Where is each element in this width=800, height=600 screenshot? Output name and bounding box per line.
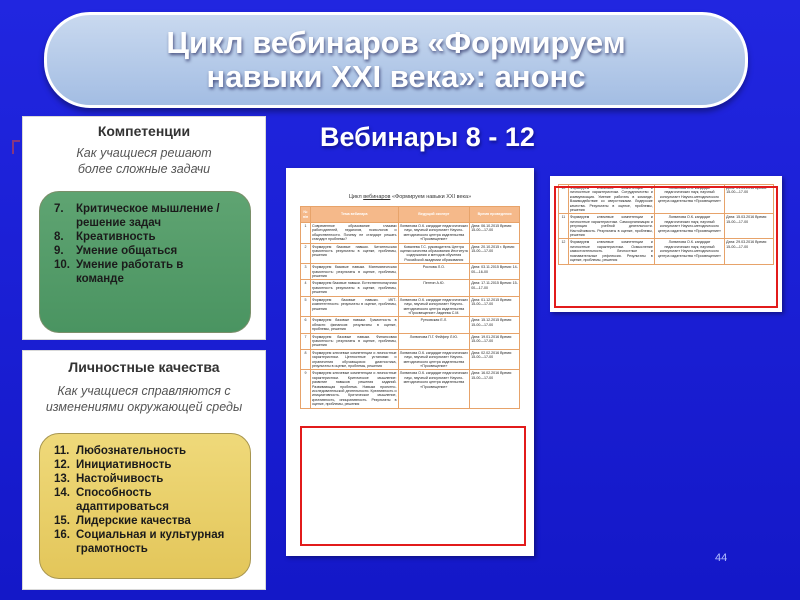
- table-cell: Формируем ключевые компетенции и личностные характеристики. Ценностные установки и ограничения обучающихся: диагностика, результаты в оценке, проблемы, решения: [311, 350, 397, 368]
- table-row: [301, 349, 520, 370]
- item-label: Лидерские качества: [76, 515, 191, 527]
- competencies-item: [54, 244, 240, 258]
- qualities-item: [54, 528, 240, 556]
- item-label: Способность адаптироваться: [76, 487, 169, 513]
- item-label: Любознательность: [76, 445, 187, 457]
- table-cell: Дата: 15.03.2016 Время: 15-00—17-00: [725, 214, 774, 239]
- qualities-item: [54, 444, 240, 458]
- table-cell: Логвинова О.К. кандидат педагогических наук, научный консультант Научно-методического центра издательства «Просвещение» Авдеева С.М.: [399, 297, 468, 315]
- competencies-heading: Компетенции: [97, 123, 191, 139]
- item-number: 14.: [54, 487, 70, 499]
- table-header-cell: Время проведения: [470, 207, 520, 223]
- table-cell: Формируем базовые навыки. Читательская грамотность результаты в оценке, проблемы, решения: [310, 243, 398, 264]
- table-cell: 8: [301, 349, 311, 370]
- item-number: 16.: [54, 529, 70, 541]
- qualities-item: [54, 458, 240, 472]
- competencies-note: Как учащиеся решают более сложные задачи: [76, 146, 212, 176]
- item-label: Социальная и культурная грамотность: [76, 529, 225, 555]
- table-cell: 12: [559, 239, 569, 264]
- qualities-note: Как учащиеся справляются с изменениями окружающей среды: [45, 384, 243, 414]
- table-cell: Дата: 06.10.2015 Время: 15-00—17-00: [470, 223, 520, 244]
- highlight-frame-webinars-10-12: [554, 186, 778, 308]
- item-label: Умение общаться: [76, 245, 178, 257]
- table-cell: Формируем базовые навыки. Грамотность в области финансов: результаты в оценке, проблемы, решения: [311, 318, 397, 332]
- competencies-list: [54, 202, 240, 286]
- qualities-heading: Личностные качества: [68, 359, 220, 375]
- table-cell: Дата: 20.10.2015 г. Время: 15-00—17-00: [470, 243, 520, 264]
- table-cell: 10: [559, 185, 569, 214]
- table-cell: Формируем ключевые компетенции и личностные характеристики. Самоорганизация и регуляция учебной деятельности. Настойчивость. Результаты в оценке, проблемы, решения: [569, 215, 653, 238]
- page-number: 44: [715, 552, 728, 564]
- competencies-box: [39, 191, 251, 333]
- qualities-box: [39, 433, 251, 579]
- table-row: [301, 333, 520, 349]
- table-cell: Дата: 02.02.2016 Время: 15-00—17-00: [470, 349, 520, 370]
- slide-title: Цикл вебинаров «Формируем навыки XXI века»: анонс: [166, 25, 626, 94]
- table-cell: Логвинова О.К. кандидат педагогических наук, научный консультант Научно-методического центра издательства «Просвещение»: [654, 239, 724, 264]
- schedule-table: [300, 206, 520, 409]
- item-number: 12.: [54, 459, 70, 471]
- slide-subtitle: Вебинары 8 - 12: [320, 122, 535, 152]
- table-cell: Дата: 15.12.2015 Время: 15-00—17-00: [470, 317, 520, 333]
- table-cell: Дата: 16.02.2016 Время: 15-00—17-00: [470, 370, 520, 408]
- competencies-item: [54, 258, 240, 286]
- table-row: [301, 264, 520, 280]
- table-cell: Дата: 17.11.2015 Время: 15-00—17-00: [470, 280, 520, 296]
- table-cell: Дата: 01.12.2015 Время: 15-00—17-00: [470, 296, 520, 317]
- table-cell: Дата: 01.03.2016 Время: 15-00—17-00: [725, 185, 774, 214]
- table-cell: Дата: 19.01.2016 Время: 15-00—17-00: [470, 333, 520, 349]
- table-row: [301, 317, 520, 333]
- table-cell: Логвинова О.К. кандидат педагогических наук, научный консультант Научно-методического центра издательства «Просвещение»: [399, 224, 468, 242]
- table-cell: Логвинова О.К. кандидат педагогических наук, научный консультант Научно-методического центра издательства «Просвещение»: [398, 370, 470, 408]
- table-row: [301, 296, 520, 317]
- document-caption: Цикл вебинаров «Формируем навыки XXI века»: [348, 194, 472, 200]
- table-header-cell: Ведущий эксперт: [398, 207, 470, 223]
- qualities-list: [54, 444, 240, 556]
- table-cell: Дата: 29.03.2016 Время: 15-00—17-00: [725, 239, 774, 264]
- item-label: Креативность: [76, 231, 156, 243]
- highlight-frame-webinars-8-9: [300, 426, 526, 546]
- table-cell: Дата: 03.11.2015 Время: 14-00—16-00: [470, 264, 520, 280]
- competencies-item: [54, 202, 240, 230]
- item-number: 9.: [54, 245, 64, 257]
- table-cell: Рослова Л.О.: [398, 264, 470, 280]
- table-cell: Формируем ключевые компетенции и личностные характеристики. Сотрудничество и коммуникация. Умение работать в команде. Взаимодействие со сверстниками. Лидерские качества. Результаты в оценке, проблемы, решения: [569, 186, 653, 213]
- item-label: Инициативность: [76, 459, 172, 471]
- item-label: Критическое мышление / решение задач: [76, 203, 220, 229]
- table-row: [301, 280, 520, 296]
- decorative-mark: [12, 140, 20, 154]
- table-cell: Формируем базовые навыки. ИКТ-компетентность: результаты в оценке, проблемы, решения: [310, 296, 398, 317]
- qualities-item: [54, 514, 240, 528]
- table-row: [301, 243, 520, 264]
- qualities-panel: [22, 350, 266, 590]
- table-cell: Рутковская Е.Л.: [398, 317, 470, 333]
- table-cell: Ковалева Г.С. руководитель Центра оценки качества образования Института содержания и методов обучения Российской академии образования: [399, 244, 468, 262]
- item-number: 7.: [54, 203, 64, 215]
- item-label: Умение работать в команде: [76, 259, 184, 285]
- table-cell: Логвинова П.Г. Фейфер Л.Ю.: [398, 333, 470, 349]
- table-cell: 1: [301, 223, 311, 244]
- table-cell: 11: [559, 214, 569, 239]
- table-cell: 4: [301, 280, 311, 296]
- table-header-cell: Тема вебинара: [310, 207, 398, 223]
- table-cell: Логвинова О.К. кандидат педагогических наук, научный консультант Научно-методического центра издательства «Просвещение»: [399, 350, 468, 368]
- table-header-cell: № п/п: [301, 207, 311, 223]
- item-number: 10.: [54, 259, 70, 271]
- competencies-panel: [22, 116, 266, 340]
- table-cell: Логвинова О.К. кандидат педагогических наук, научный консультант Научно-методического центра издательства «Просвещение»: [654, 214, 724, 239]
- table-cell: 9: [301, 370, 311, 408]
- table-cell: Формируем ключевые компетенции и личностные характеристики. Критическое мышление: развитие навыков решения заданий. Развивающая проблема. Навыки проектно-исследовательской деятельности. Креативность и инициативность. Критическое мышление, креативность, инициативность. Результаты в оценке, проблемы, решения: [311, 371, 397, 407]
- table-cell: 5: [301, 296, 311, 317]
- table-cell: Современное образование глазами работодателей, педагогов, психологов и общественности. Почему не стандарт решать стандарт проблемы?: [311, 224, 397, 242]
- table-cell: 7: [301, 333, 311, 349]
- table-row: [301, 223, 520, 244]
- item-number: 11.: [54, 445, 70, 457]
- qualities-item: [54, 472, 240, 486]
- table-row: [301, 370, 520, 408]
- competencies-item: [54, 230, 240, 244]
- table-cell: Логвинова О.К. кандидат педагогических наук, научный консультант Научно-методического центра издательства «Просвещение»: [654, 185, 724, 214]
- item-number: 8.: [54, 231, 64, 243]
- table-cell: 2: [301, 243, 311, 264]
- table-cell: 3: [301, 264, 311, 280]
- table-cell: Формируем базовые навыки. Естественнонаучная грамотность результаты в оценке, проблемы, решения: [311, 281, 397, 295]
- item-label: Настойчивость: [76, 473, 164, 485]
- table-cell: Пентин А.Ю.: [398, 280, 470, 296]
- item-number: 13.: [54, 473, 70, 485]
- table-cell: 6: [301, 317, 311, 333]
- table-cell: Формируем базовые навыки. Математическая грамотность: результаты в оценке, проблемы, решения: [311, 265, 397, 279]
- item-number: 15.: [54, 515, 70, 527]
- title-banner: [44, 12, 748, 108]
- qualities-item: [54, 486, 240, 514]
- table-cell: Формируем ключевые компетенции и личностные характеристики. Осмысление самостоятельность. Личностные и познавательные рефлексия. Результаты в оценке, проблемы, решения: [569, 240, 653, 263]
- table-cell: Формируем базовые навыки. Финансовая грамотность: результаты в оценке, проблемы, решения: [311, 334, 397, 348]
